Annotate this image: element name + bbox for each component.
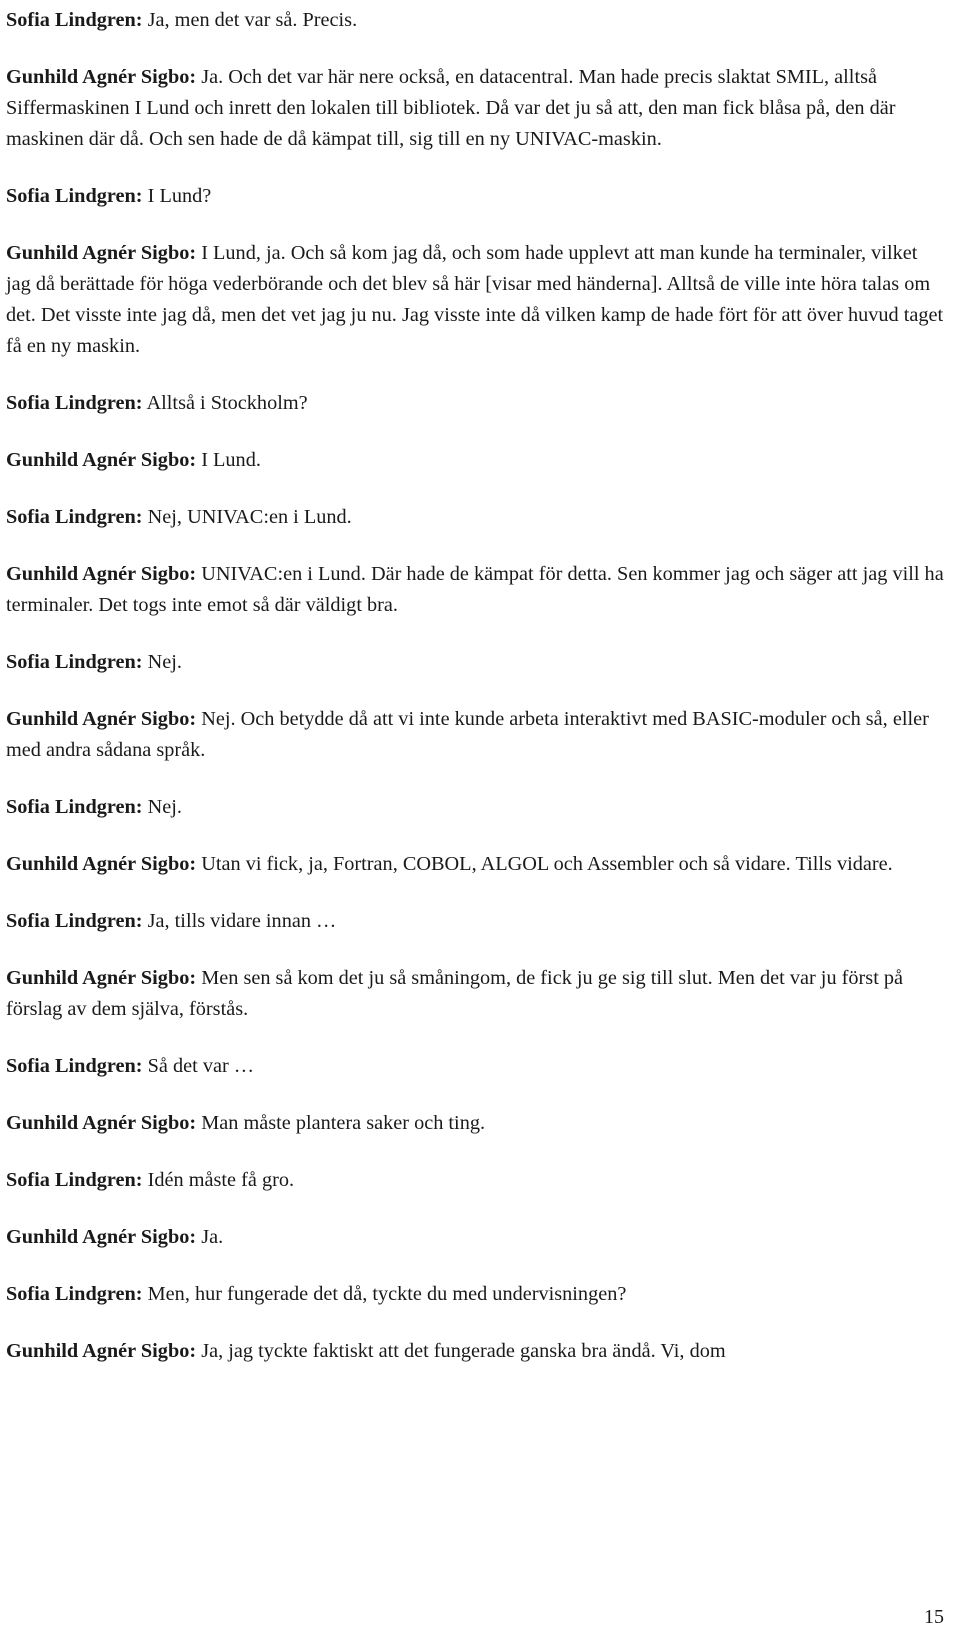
speaker-name: Sofia Lindgren:: [6, 910, 143, 932]
transcript-turn: [6, 849, 946, 880]
speaker-name: Gunhild Agnér Sigbo:: [6, 563, 197, 585]
transcript-turn: [6, 388, 946, 419]
speaker-name: Sofia Lindgren:: [6, 1055, 143, 1077]
transcript-turn: [6, 445, 946, 476]
utterance-text: Idén måste få gro.: [147, 1169, 295, 1191]
transcript-turn: [6, 5, 946, 36]
transcript-turn: [6, 62, 946, 155]
speaker-name: Sofia Lindgren:: [6, 1169, 143, 1191]
transcript-turn: [6, 647, 946, 678]
transcript-turn: [6, 502, 946, 533]
transcript-turn: [6, 181, 946, 212]
speaker-name: Gunhild Agnér Sigbo:: [6, 853, 197, 875]
speaker-name: Sofia Lindgren:: [6, 796, 143, 818]
utterance-text: Utan vi fick, ja, Fortran, COBOL, ALGOL och Assembler och så vidare. Tills vidare.: [201, 853, 893, 875]
speaker-name: Gunhild Agnér Sigbo:: [6, 967, 197, 989]
utterance-text: Alltså i Stockholm?: [146, 392, 308, 414]
speaker-name: Sofia Lindgren:: [6, 506, 143, 528]
transcript-page: [6, 0, 946, 1393]
speaker-name: Gunhild Agnér Sigbo:: [6, 449, 197, 471]
speaker-name: Sofia Lindgren:: [6, 651, 143, 673]
utterance-text: Nej.: [147, 796, 182, 818]
utterance-text: I Lund?: [147, 185, 212, 207]
utterance-text: Nej.: [147, 651, 182, 673]
utterance-text: Ja, men det var så. Precis.: [147, 9, 358, 31]
transcript-turn: [6, 963, 946, 1025]
speaker-name: Gunhild Agnér Sigbo:: [6, 242, 197, 264]
utterance-text: Ja, jag tyckte faktiskt att det fungerade ganska bra ändå. Vi, dom: [201, 1340, 726, 1362]
utterance-text: Ja.: [201, 1226, 224, 1248]
transcript-turn: [6, 1051, 946, 1082]
utterance-text: Men, hur fungerade det då, tyckte du med undervisningen?: [147, 1283, 627, 1305]
transcript-turn: [6, 906, 946, 937]
transcript-turn: [6, 1336, 946, 1367]
transcript-turn: [6, 1165, 946, 1196]
utterance-text: Nej. Och betydde då att vi inte kunde arbeta interaktivt med BASIC-moduler och så, eller med andra sådana språk.: [6, 708, 929, 761]
transcript-turn: [6, 792, 946, 823]
speaker-name: Gunhild Agnér Sigbo:: [6, 1340, 197, 1362]
transcript-turn: [6, 1108, 946, 1139]
utterance-text: UNIVAC:en i Lund. Där hade de kämpat för detta. Sen kommer jag och säger att jag vill ha terminaler. Det togs inte emot så där väldigt bra.: [6, 563, 944, 616]
transcript-turn: [6, 704, 946, 766]
utterance-text: Så det var …: [147, 1055, 255, 1077]
page-number: 15: [924, 1606, 944, 1628]
speaker-name: Sofia Lindgren:: [6, 9, 143, 31]
utterance-text: Ja. Och det var här nere också, en datacentral. Man hade precis slaktat SMIL, alltså Siffermaskinen I Lund och inrett den lokalen till bibliotek. Då var det ju så att, den man fick blåsa på, den där maskinen där då. Och sen hade de då kämpat till, sig till en ny UNIVAC-maskin.: [6, 66, 896, 150]
speaker-name: Gunhild Agnér Sigbo:: [6, 708, 197, 730]
speaker-name: Gunhild Agnér Sigbo:: [6, 1226, 197, 1248]
speaker-name: Sofia Lindgren:: [6, 1283, 143, 1305]
utterance-text: Nej, UNIVAC:en i Lund.: [147, 506, 352, 528]
utterance-text: Man måste plantera saker och ting.: [201, 1112, 486, 1134]
transcript-turn: [6, 238, 946, 362]
speaker-name: Gunhild Agnér Sigbo:: [6, 1112, 197, 1134]
utterance-text: I Lund.: [201, 449, 261, 471]
transcript-turn: [6, 1222, 946, 1253]
speaker-name: Sofia Lindgren:: [6, 185, 143, 207]
transcript-turn: [6, 559, 946, 621]
transcript-turn: [6, 1279, 946, 1310]
speaker-name: Sofia Lindgren:: [6, 392, 143, 414]
utterance-text: Men sen så kom det ju så småningom, de fick ju ge sig till slut. Men det var ju först på förslag av dem själva, förstås.: [6, 967, 904, 1020]
utterance-text: I Lund, ja. Och så kom jag då, och som hade upplevt att man kunde ha terminaler, vilket jag då berättade för höga vederbörande och det blev så här [visar med händerna]. Alltså de ville inte höra talas om det. Det visste inte jag då, men det vet jag ju nu. Jag visste inte då vilken kamp de hade fört för att över huvud taget få en ny maskin.: [6, 242, 944, 357]
speaker-name: Gunhild Agnér Sigbo:: [6, 66, 197, 88]
utterance-text: Ja, tills vidare innan …: [147, 910, 337, 932]
